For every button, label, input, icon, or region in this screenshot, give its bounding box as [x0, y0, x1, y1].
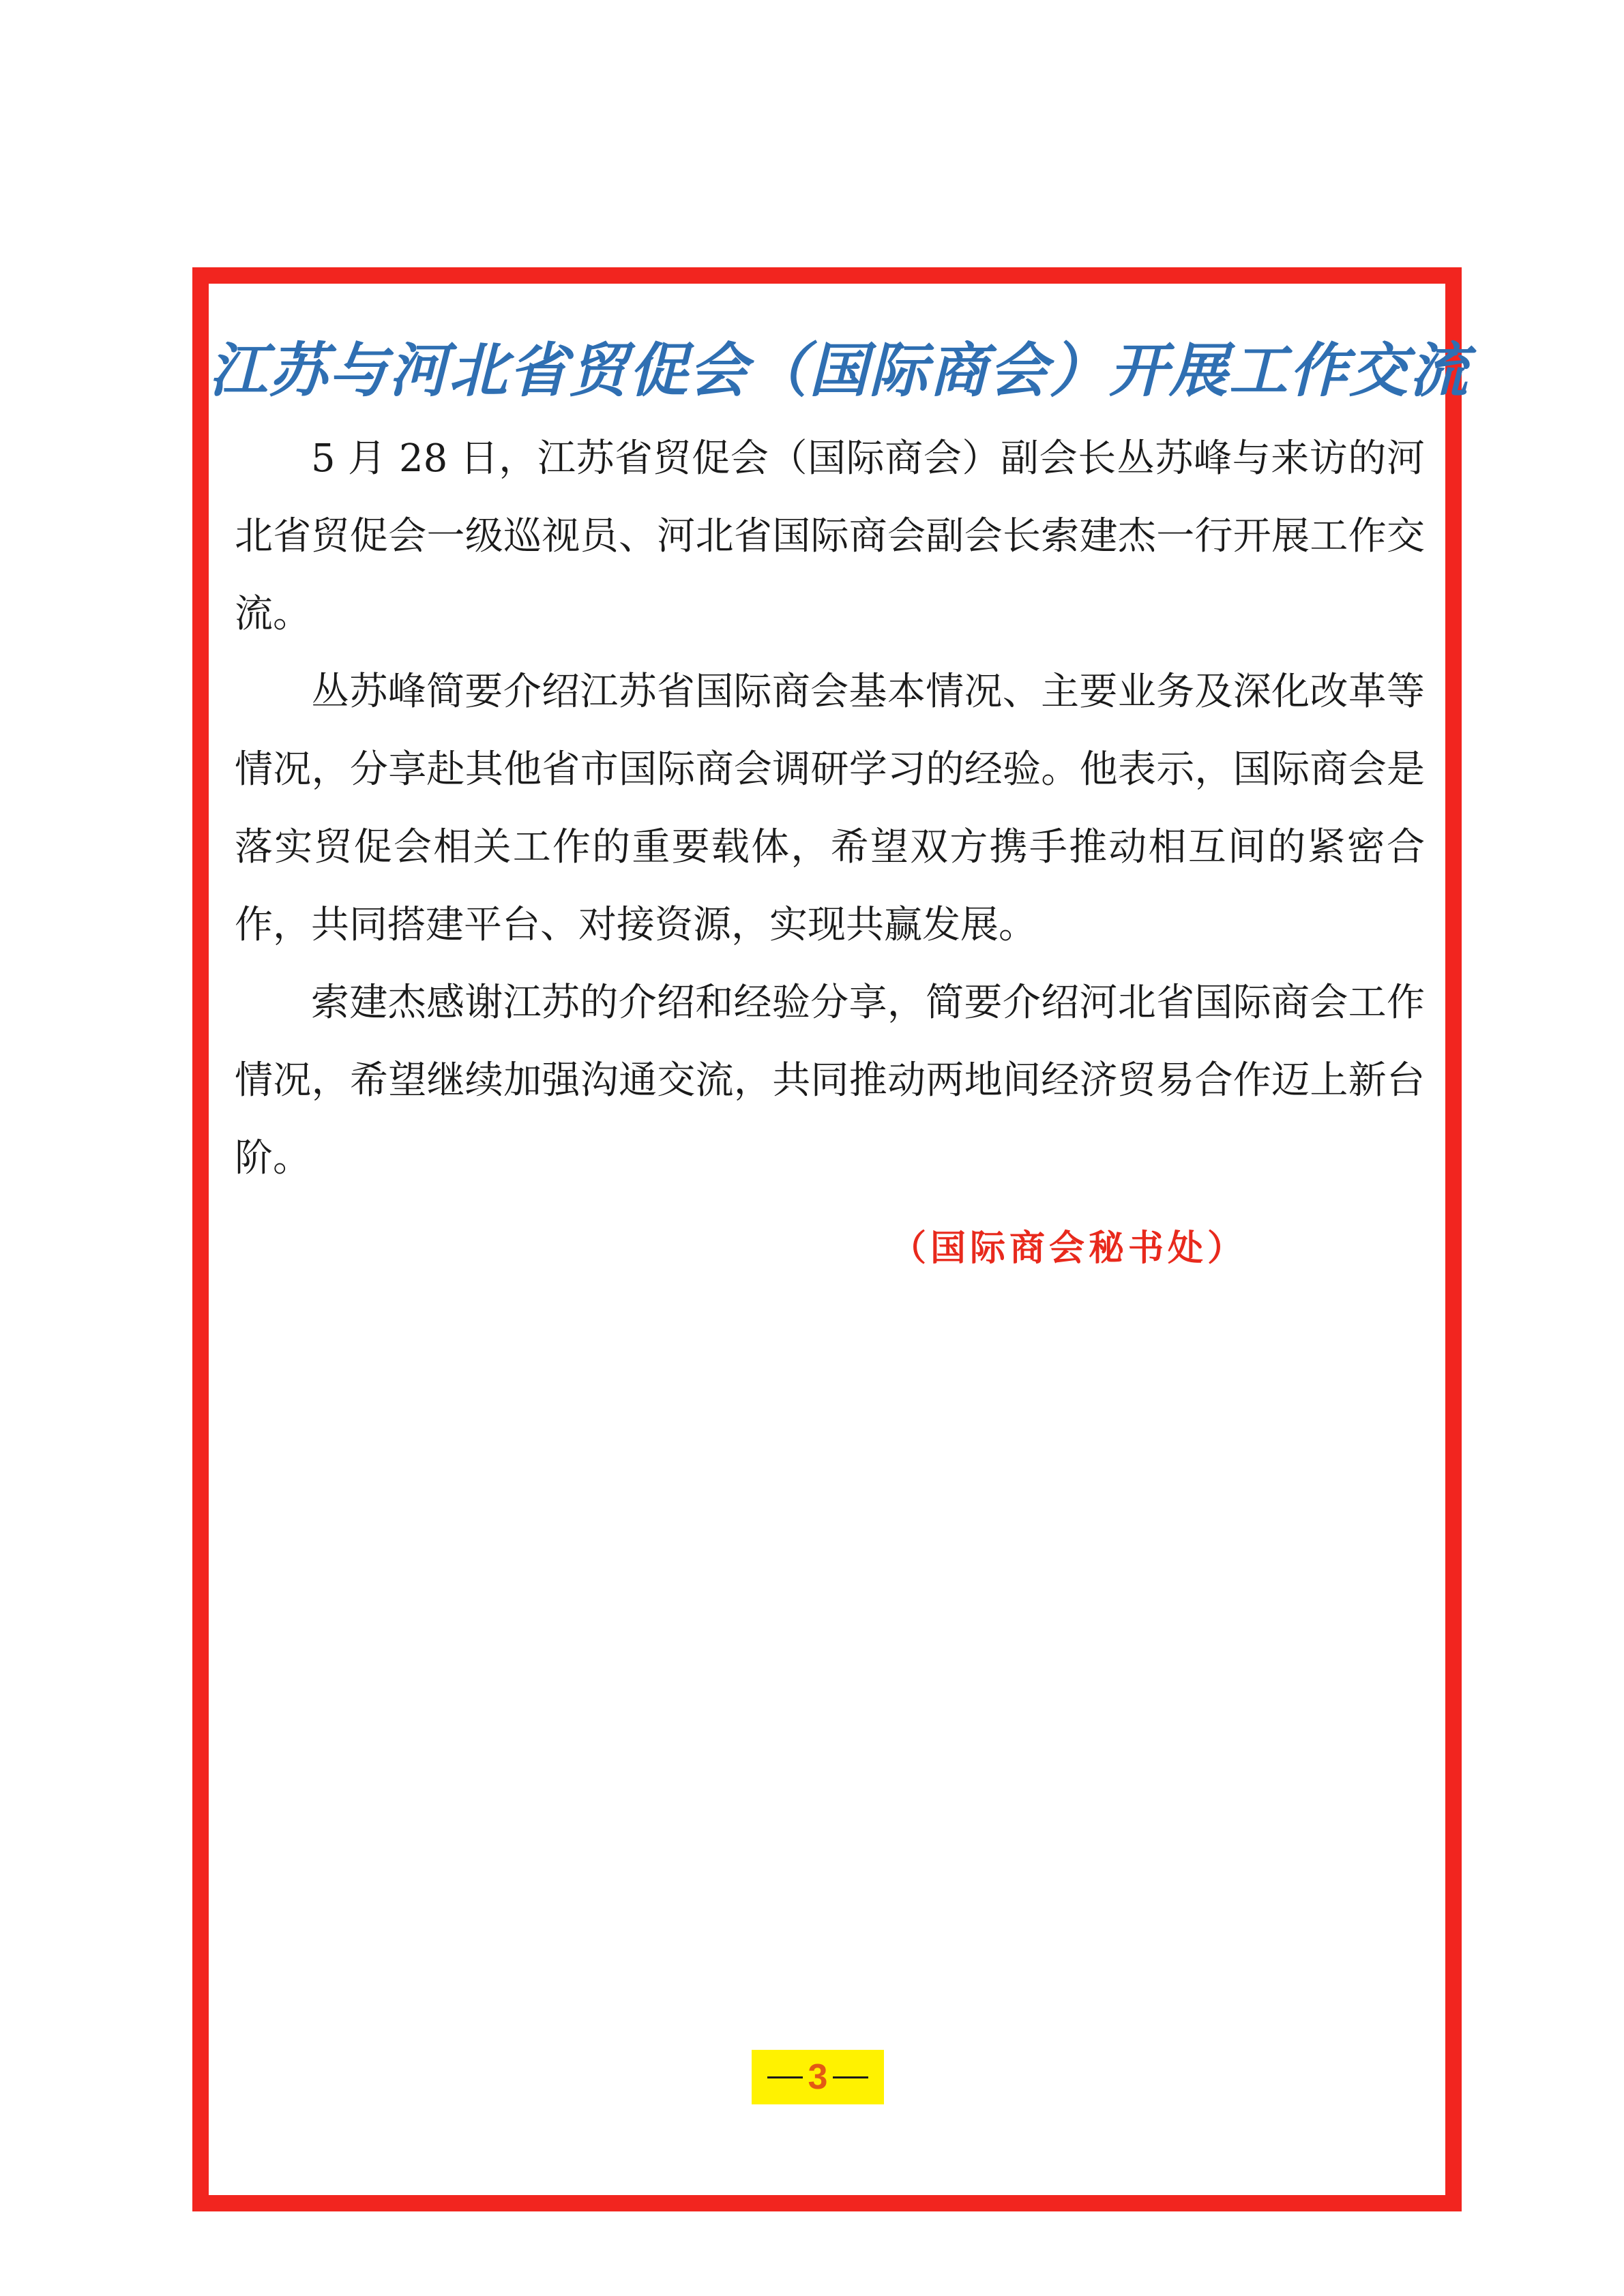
dash-left — [767, 2076, 803, 2078]
article-title: 江苏与河北省贸促会（国际商会）开展工作交流 — [209, 336, 1469, 405]
paragraph-3: 索建杰感谢江苏的介绍和经验分享，简要介绍河北省国际商会工作情况，希望继续加强沟通交流，共同推动两地间经济贸易合作迈上新台阶。 — [235, 981, 1425, 1180]
page-frame — [192, 267, 1469, 2211]
paragraph-1: 5 月 28 日，江苏省贸促会（国际商会）副会长丛苏峰与来访的河北省贸促会一级巡视员、河北省国际商会副会长索建杰一行开展工作交流。 — [235, 436, 1425, 636]
page-number-badge — [752, 2050, 884, 2104]
paragraph-2: 丛苏峰简要介绍江苏省国际商会基本情况、主要业务及深化改革等情况，分享赴其他省市国际商会调研学习的经验。他表示，国际商会是落实贸促会相关工作的重要载体，希望双方携手推动相互间的紧密合作，共同搭建平台、对接资源，实现共赢发展。 — [235, 670, 1425, 947]
article-body — [235, 420, 1425, 1197]
page-number: 3 — [808, 2057, 828, 2097]
dash-right — [833, 2076, 868, 2078]
signature: （国际商会秘书处） — [891, 1227, 1247, 1269]
